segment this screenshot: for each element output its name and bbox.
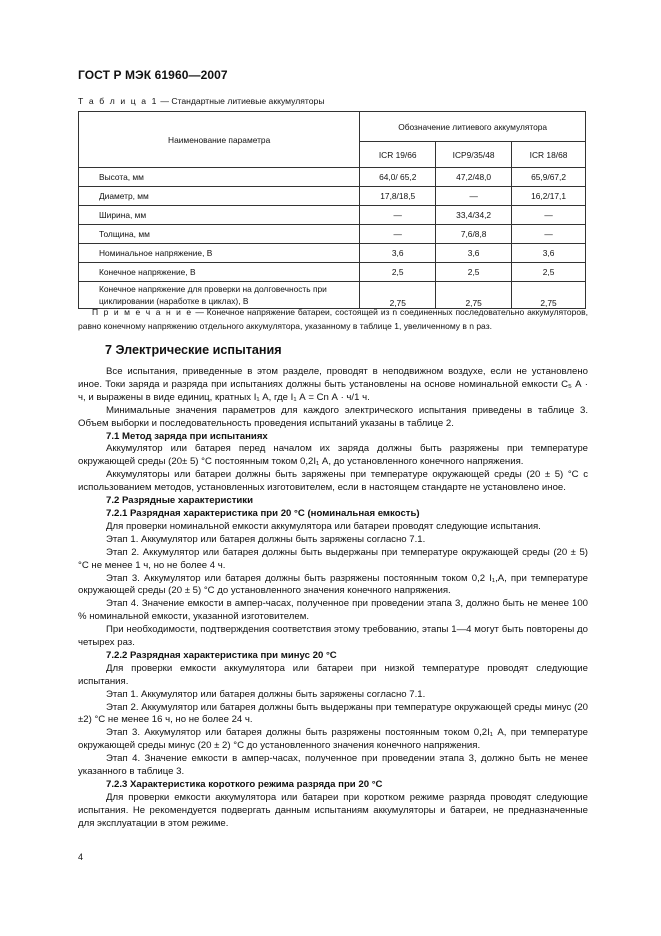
row-value: 33,4/34,2 xyxy=(436,206,512,225)
row-value: 3,6 xyxy=(512,244,586,263)
table-row xyxy=(79,282,586,309)
document-header: ГОСТ Р МЭК 61960—2007 xyxy=(78,68,228,82)
table-header-model: ICR 18/68 xyxy=(512,142,586,168)
row-name: Конечное напряжение, В xyxy=(79,263,360,282)
table-caption xyxy=(78,96,325,106)
subsection-heading: 7.2.1 Разрядная характеристика при 20 °С (номинальная емкость) xyxy=(106,507,420,519)
table-caption-text: — Стандартные литиевые аккумуляторы xyxy=(157,96,325,106)
row-name: Конечное напряжение для проверки на долговечность при циклировании (наработке в циклах), В xyxy=(79,282,360,309)
paragraph: Этап 2. Аккумулятор или батарея должны быть выдержаны при температуре окружающей среды (20 ± 5) °С не менее 1 ч, но не более 4 ч. xyxy=(78,546,588,571)
paragraph: Минимальные значения параметров для каждого электрического испытания приведены в таблице 3. Объем выборки и последовательность проведения испытаний указаны в таблице 2. xyxy=(78,404,588,429)
table-header-designation: Обозначение литиевого аккумулятора xyxy=(360,112,586,142)
paragraph: Для проверки номинальной емкости аккумулятора или батареи проводят следующие испытания. xyxy=(106,520,541,532)
table-row xyxy=(79,168,586,187)
paragraph: Аккумулятор или батарея перед началом их заряда должны быть разряжены при температуре окружающей среды (20± 5) °С постоянным током 0,2I₁ А, до установленного конечного напряжения. xyxy=(78,443,588,468)
paragraph: Этап 3. Аккумулятор или батарея должны быть разряжены постоянным током 0,2 I₁,А, при температуре окружающей среды (20 ± 5) °С до установленного значения конечного напряжения. xyxy=(78,572,588,597)
note-label: П р и м е ч а н и е xyxy=(92,307,193,317)
subsection-heading: 7.2 Разрядные характеристики xyxy=(106,495,253,507)
row-value: 2,75 xyxy=(360,282,436,309)
row-name: Номинальное напряжение, В xyxy=(79,244,360,263)
parameters-table xyxy=(78,111,586,309)
paragraph: Аккумуляторы или батареи должны быть заряжены при температуре окружающей среды (20 ± 5) °С с использованием методов, установленных изготовителем, если в настоящем стандарте не установлено иное. xyxy=(78,469,588,494)
table-row xyxy=(79,225,586,244)
paragraph: При необходимости, подтверждения соответствия этому требованию, этапы 1—4 могут быть повторены до четырех раз. xyxy=(78,624,588,649)
section-body xyxy=(78,366,588,831)
table-row xyxy=(79,263,586,282)
table-header-model: ICP9/35/48 xyxy=(436,142,512,168)
row-value: 2,75 xyxy=(436,282,512,309)
paragraph: Для проверки емкости аккумулятора или батареи при низкой температуре проводят следующие испытания. xyxy=(78,662,588,687)
paragraph: Этап 3. Аккумулятор или батарея должны быть разряжены постоянным током 0,2I₁ А, при температуре окружающей среды минус (20 ± 2) °С до установленного значения конечного напряжения. xyxy=(78,727,588,752)
paragraph: Этап 1. Аккумулятор или батарея должны быть заряжены согласно 7.1. xyxy=(106,533,426,545)
row-name: Высота, мм xyxy=(79,168,360,187)
row-value: 3,6 xyxy=(360,244,436,263)
paragraph: Все испытания, приведенные в этом разделе, проводят в неподвижном воздухе, если не установлено иное. Токи заряда и разряда при испытаниях должны быть установлены на основе номинальной емкости C₅ А · ч, и выражены в виде единиц, кратных I₁ А, где I₁ А = Cn А · ч/1 ч. xyxy=(78,366,588,403)
row-value: — xyxy=(360,206,436,225)
row-name: Толщина, мм xyxy=(79,225,360,244)
row-value: — xyxy=(360,225,436,244)
paragraph: Для проверки емкости аккумулятора или батареи при коротком режиме разряда проводят следующие испытания. Не рекомендуется подвергать данным испытаниям аккумуляторы и батареи, не предназначенные для эксплуатации в этом режиме. xyxy=(78,791,588,829)
row-value: 64,0/ 65,2 xyxy=(360,168,436,187)
section-title: 7 Электрические испытания xyxy=(105,343,282,357)
row-value: 2,5 xyxy=(360,263,436,282)
table-header-model: ICR 19/66 xyxy=(360,142,436,168)
subsection-heading: 7.2.3 Характеристика короткого режима разряда при 20 °С xyxy=(106,779,383,790)
row-name: Диаметр, мм xyxy=(79,187,360,206)
row-value: 47,2/48,0 xyxy=(436,168,512,187)
paragraph: Этап 4. Значение емкости в ампер-часах, полученное при проведении этапа 3, должно быть не менее указанного в таблице 3. xyxy=(78,753,588,778)
note-text: — Конечное напряжение батареи, состоящей из n соединенных последовательно аккумуляторов, равно конечному напряжению отдельного аккумулятора, указанному в таблице 1, увеличенному в n раз. xyxy=(78,307,588,331)
row-value: 3,6 xyxy=(436,244,512,263)
table-note xyxy=(78,306,588,333)
row-value: 17,8/18,5 xyxy=(360,187,436,206)
row-name: Ширина, мм xyxy=(79,206,360,225)
table-caption-label: Т а б л и ц а 1 xyxy=(78,96,158,106)
page-number: 4 xyxy=(78,852,84,862)
paragraph: Этап 4. Значение емкости в ампер-часах, полученное при проведении этапа 3, должно быть не менее 100 % номинальной емкости, указанной изготовителем. xyxy=(78,598,588,623)
row-value: 7,6/8,8 xyxy=(436,225,512,244)
subsection-heading: 7.1 Метод заряда при испытаниях xyxy=(106,430,268,442)
table-header-parameter: Наименование параметра xyxy=(79,112,360,168)
subsection-heading: 7.2.2 Разрядная характеристика при минус 20 °С xyxy=(106,649,337,661)
row-value: — xyxy=(436,187,512,206)
row-value: 16,2/17,1 xyxy=(512,187,586,206)
row-value: 2,75 xyxy=(512,282,586,309)
row-value: 2,5 xyxy=(512,263,586,282)
table-row xyxy=(79,206,586,225)
row-value: 2,5 xyxy=(436,263,512,282)
paragraph: Этап 2. Аккумулятор или батарея должны быть выдержаны при температуре окружающей среды минус (20 ±2) °С не менее 16 ч, но не более 24 ч. xyxy=(78,701,588,726)
paragraph: Этап 1. Аккумулятор или батарея должны быть заряжены согласно 7.1. xyxy=(106,688,426,700)
row-value: 65,9/67,2 xyxy=(512,168,586,187)
row-value: — xyxy=(512,225,586,244)
table-row xyxy=(79,244,586,263)
table-row xyxy=(79,187,586,206)
row-value: — xyxy=(512,206,586,225)
